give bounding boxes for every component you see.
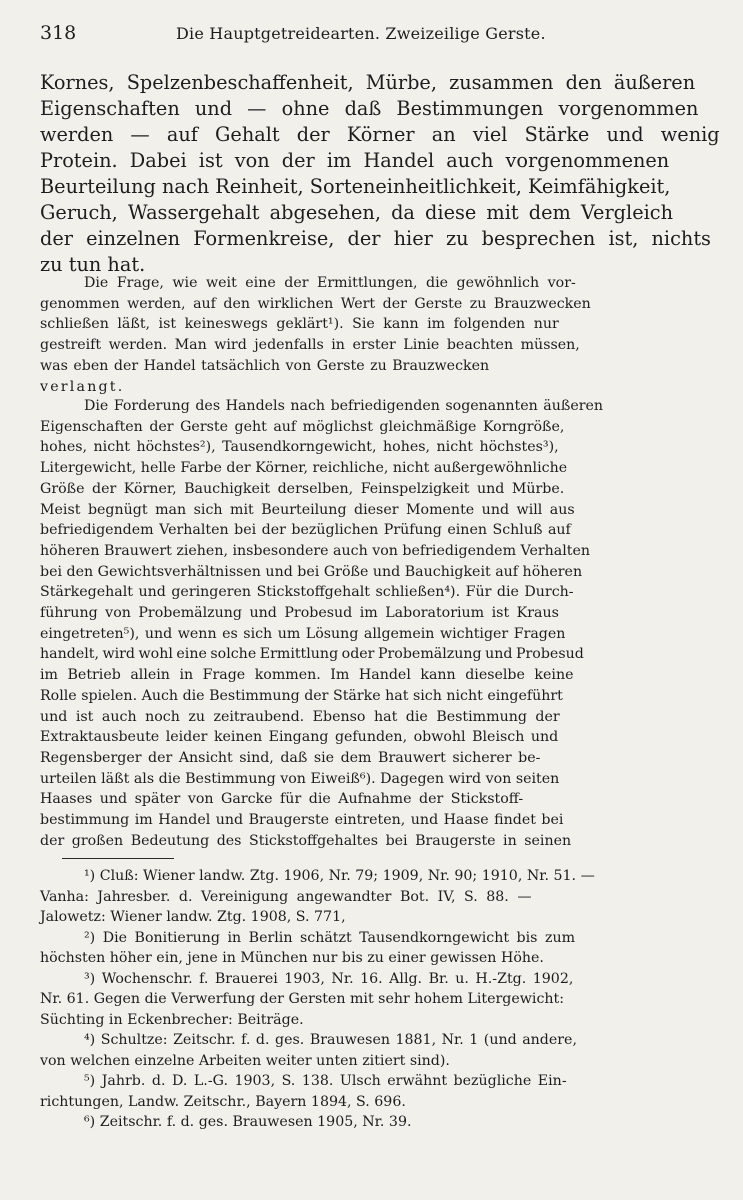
text-line: Stärkegehalt und geringeren Stickstoffgehalt schließen⁴). Für die Durch- bbox=[40, 584, 574, 601]
text-line: der großen Bedeutung des Stickstoffgehaltes bei Braugerste in seinen bbox=[40, 832, 572, 849]
footnote-line: höchsten höher ein, jene in München nur bis zu einer gewissen Höhe. bbox=[40, 950, 544, 966]
paragraph-question bbox=[40, 273, 710, 397]
text-line: und ist auch noch zu zeitraubend. Ebenso hat die Bestimmung der bbox=[40, 708, 560, 725]
footnote-line: ²) Die Bonitierung in Berlin schätzt Tausendkorngewicht bis zum bbox=[84, 929, 576, 946]
text-line: was eben der Handel tatsächlich von Gerste zu Brauzwecken bbox=[40, 357, 490, 374]
text-line: befriedigendem Verhalten bei der bezüglichen Prüfung einen Schluß auf bbox=[40, 522, 571, 539]
text-line: Geruch, Wassergehalt abgesehen, da diese mit dem Vergleich bbox=[40, 201, 673, 224]
text-line: im Betrieb allein in Frage kommen. Im Handel kann dieselbe keine bbox=[40, 667, 574, 684]
text-line: bestimmung im Handel und Braugerste eintreten, und Haase findet bei bbox=[40, 812, 564, 829]
footnote-line: ⁵) Jahrb. d. D. L.-G. 1903, S. 138. Ulsch erwähnt bezügliche Ein- bbox=[84, 1073, 567, 1089]
text-line: eingetreten⁵), und wenn es sich um Lösung allgemein wichtiger Fragen bbox=[40, 625, 566, 642]
footnote-line: ⁴) Schultze: Zeitschr. f. d. ges. Brauwesen 1881, Nr. 1 (und andere, bbox=[84, 1032, 577, 1048]
footnote-line: ³) Wochenschr. f. Brauerei 1903, Nr. 16. Allg. Br. u. H.-Ztg. 1902, bbox=[84, 970, 574, 987]
text-line: verlangt. bbox=[40, 378, 125, 395]
text-line: führung von Probemälzung und Probesud im Laboratorium ist Kraus bbox=[40, 605, 559, 622]
text-line: bei den Gewichtsverhältnissen und bei Größe und Bauchigkeit auf höheren bbox=[40, 563, 583, 580]
text-line: Protein. Dabei ist von der im Handel auch vorgenommenen bbox=[40, 149, 670, 172]
text-line: hohes, nicht höchstes²), Tausendkorngewicht, hohes, nicht höchstes³), bbox=[40, 439, 559, 456]
text-line: Litergewicht, helle Farbe der Körner, reichliche, nicht außergewöhnliche bbox=[40, 460, 568, 477]
running-title: Die Hauptgetreidearten. Zweizeilige Gerste. bbox=[176, 24, 546, 43]
text-line: Die Forderung des Handels nach befriedigenden sogenannten äußeren bbox=[84, 398, 604, 414]
text-line: Eigenschaften der Gerste geht auf möglichst gleichmäßige Korngröße, bbox=[40, 418, 565, 435]
text-line: werden — auf Gehalt der Körner an viel Stärke und wenig bbox=[40, 123, 720, 146]
text-line: handelt, wird wohl eine solche Ermittlung oder Probemälzung und Probesud bbox=[40, 646, 584, 663]
text-line: höheren Brauwert ziehen, insbesondere auch von befriedigendem Verhalten bbox=[40, 542, 591, 559]
text-line: Haases und später von Garcke für die Aufnahme der Stickstoff- bbox=[40, 791, 524, 808]
footnote-line: von welchen einzelne Arbeiten weiter unten zitiert sind). bbox=[40, 1052, 450, 1069]
text-line: der einzelnen Formenkreise, der hier zu besprechen ist, nichts bbox=[40, 227, 711, 250]
footnote-line: ⁶) Zeitschr. f. d. ges. Brauwesen 1905, Nr. 39. bbox=[84, 1114, 412, 1130]
text-line: Extraktausbeute leider keinen Eingang gefunden, obwohl Bleisch und bbox=[40, 729, 559, 746]
footnote-line: ¹) Cluß: Wiener landw. Ztg. 1906, Nr. 79; 1909, Nr. 90; 1910, Nr. 51. — bbox=[84, 868, 595, 884]
text-line: schließen läßt, ist keineswegs geklärt¹). Sie kann im folgenden nur bbox=[40, 316, 559, 333]
footnote-line: Süchting in Eckenbrecher: Beiträge. bbox=[40, 1011, 304, 1028]
text-line: Die Frage, wie weit eine der Ermittlungen, die gewöhnlich vor- bbox=[84, 275, 576, 291]
text-line: urteilen läßt als die Bestimmung von Eiweiß⁶). Dagegen wird von seiten bbox=[40, 770, 560, 787]
text-line: genommen werden, auf den wirklichen Wert der Gerste zu Brauzwecken bbox=[40, 295, 591, 312]
footnote-line: richtungen, Landw. Zeitschr., Bayern 1894, S. 696. bbox=[40, 1093, 406, 1110]
text-line: Größe der Körner, Bauchigkeit derselben, Feinspelzigkeit und Mürbe. bbox=[40, 480, 565, 497]
main-paragraph bbox=[40, 70, 720, 278]
text-line: Rolle spielen. Auch die Bestimmung der Stärke hat sich nicht eingeführt bbox=[40, 687, 563, 704]
text-line: Beurteilung nach Reinheit, Sorteneinheitlichkeit, Keimfähigkeit, bbox=[40, 175, 671, 198]
footnote-line: Jalowetz: Wiener landw. Ztg. 1908, S. 771, bbox=[40, 909, 346, 925]
footnote-line: Nr. 61. Gegen die Verwerfung der Gersten mit sehr hohem Litergewicht: bbox=[40, 991, 565, 1007]
paragraph-trade-demands bbox=[40, 396, 710, 851]
text-line: Meist begnügt man sich mit Beurteilung dieser Momente und will aus bbox=[40, 501, 575, 518]
page-header bbox=[40, 22, 700, 50]
footnotes bbox=[40, 866, 710, 1133]
footnote-divider bbox=[62, 858, 174, 859]
page-number: 318 bbox=[40, 22, 77, 44]
text-line: Regensberger der Ansicht sind, daß sie dem Brauwert sicherer be- bbox=[40, 749, 541, 766]
text-line: Eigenschaften und — ohne daß Bestimmungen vorgenommen bbox=[40, 97, 699, 120]
text-line: zu tun hat. bbox=[40, 253, 146, 276]
footnote-line: Vanha: Jahresber. d. Vereinigung angewandter Bot. IV, S. 88. — bbox=[40, 888, 532, 905]
text-line: gestreift werden. Man wird jedenfalls in erster Linie beachten müssen, bbox=[40, 337, 580, 354]
text-line: Kornes, Spelzenbeschaffenheit, Mürbe, zusammen den äußeren bbox=[40, 71, 696, 94]
